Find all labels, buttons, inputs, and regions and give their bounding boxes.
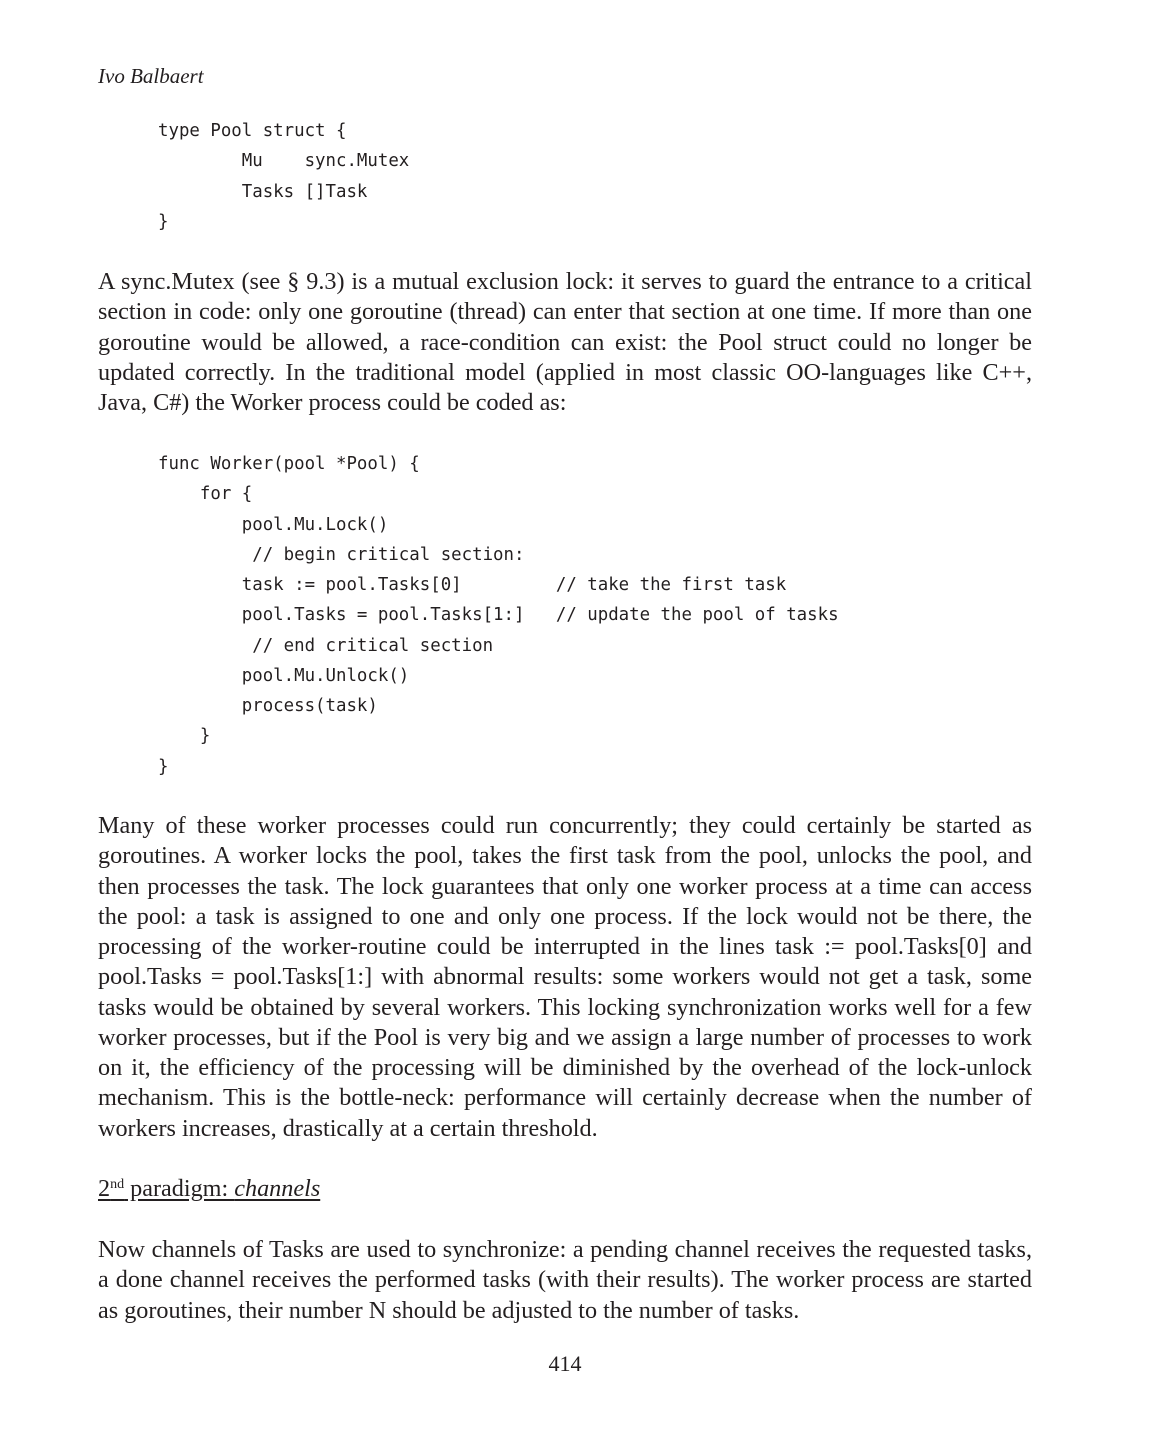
code-line: // end critical section [158,635,494,656]
code-line: for { [158,484,253,505]
paragraph-mutex: A sync.Mutex (see § 9.3) is a mutual exclusion lock: it serves to guard the entrance to a critical section in code: only one goroutine (thread) can enter that section at one time. If more than one goroutine would be allowed, a race-condition can exist: the Pool struct could no longer be updated correctly. In the traditional model (applied in most classic OO-languages like C++, Java, C#) the Worker process could be coded as: [98,268,1032,416]
code-line: pool.Mu.Lock() [158,514,389,535]
heading-ordinal-suffix: nd [110,1177,125,1192]
heading-emphasis: channels [234,1175,321,1202]
code-line: type Pool struct { [158,121,347,141]
heading-label: paradigm: [124,1175,235,1202]
code-line: pool.Mu.Unlock() [158,665,410,686]
code-line: func Worker(pool *Pool) { [158,454,420,474]
heading-number: 2 [98,1175,111,1202]
running-header-author: Ivo Balbaert [98,64,204,88]
code-line: task := pool.Tasks[0] // take the first task [158,575,787,595]
paragraph-channels: Now channels of Tasks are used to synchronize: a pending channel receives the requested tasks, a done channel receives the performed tasks (with their results). The worker process are started as goroutines, their number N should be adjusted to the number of tasks. [98,1236,1032,1324]
code-line: Mu sync.Mutex [158,151,410,172]
code-line: } [158,756,169,777]
page-number: 414 [548,1351,582,1376]
code-line: pool.Tasks = pool.Tasks[1:] // update the pool of tasks [158,605,839,626]
section-heading-channels [98,1174,320,1204]
code-block-pool-struct [158,116,409,237]
code-line: } [158,211,169,232]
paragraph-workers: Many of these worker processes could run concurrently; they could certainly be started as goroutines. A worker locks the pool, takes the first task from the pool, unlocks the pool, and then processes the task. The lock guarantees that only one worker process at a time can access the pool: a task is assigned to one and only one process. If the lock would not be there, the processing of the worker-routine could be interrupted in the lines task := pool.Tasks[0] and pool.Tasks = pool.Tasks[1:] with abnormal results: some workers would not get a task, some tasks would be obtained by several workers. This locking synchronization works well for a few worker processes, but if the Pool is very big and we assign a large number of processes to work on it, the efficiency of the processing will be diminished by the overhead of the lock-unlock mechanism. This is the bottle-neck: performance will certainly decrease when the number of workers increases, drastically at a certain threshold. [98,812,1032,1142]
code-line: process(task) [158,696,378,716]
code-line: } [158,726,211,747]
code-line: Tasks []Task [158,181,368,202]
code-line: // begin critical section: [158,544,525,565]
code-block-worker-func [158,449,839,782]
